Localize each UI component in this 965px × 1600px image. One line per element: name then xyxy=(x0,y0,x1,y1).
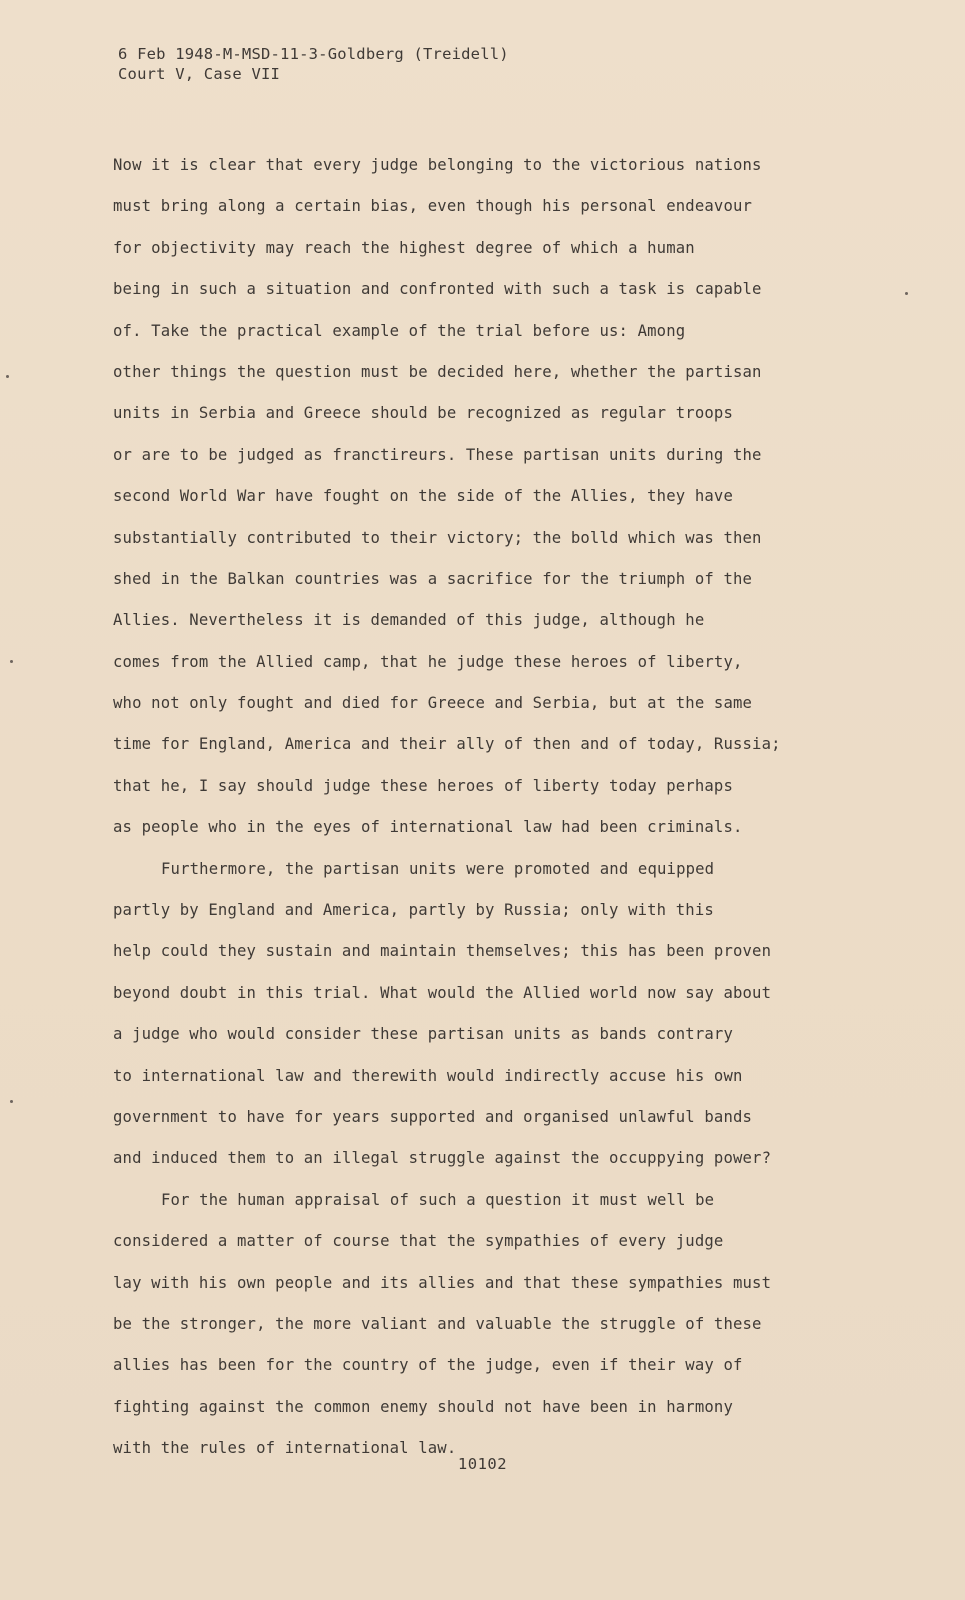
text-line: to international law and therewith would indirectly accuse his own xyxy=(113,1066,743,1085)
text-line: considered a matter of course that the sympathies of every judge xyxy=(113,1232,724,1251)
paper-speck xyxy=(6,375,9,378)
text-line: that he, I say should judge these heroes of liberty today perhaps xyxy=(113,776,733,795)
text-line: comes from the Allied camp, that he judge these heroes of liberty, xyxy=(113,652,743,671)
header-reference-line: 6 Feb 1948-M-MSD-11-3-Goldberg (Treidell) xyxy=(118,45,509,63)
text-line: or are to be judged as franctireurs. These partisan units during the xyxy=(113,445,762,464)
text-line: lay with his own people and its allies and that these sympathies must xyxy=(113,1273,772,1292)
page-number: 10102 xyxy=(457,1455,508,1473)
text-line: of. Take the practical example of the trial before us: Among xyxy=(113,321,686,340)
text-line: and induced them to an illegal struggle against the occuppying power? xyxy=(113,1149,772,1168)
text-line: for objectivity may reach the highest degree of which a human xyxy=(113,238,695,257)
text-line: government to have for years supported and organised unlawful bands xyxy=(113,1107,753,1126)
paragraph xyxy=(113,145,833,849)
text-line: must bring along a certain bias, even though his personal endeavour xyxy=(113,197,753,216)
paper-speck xyxy=(10,1100,13,1103)
transcript-body xyxy=(113,145,833,1470)
text-line: For the human appraisal of such a question it must well be xyxy=(161,1190,715,1209)
text-line: second World War have fought on the side of the Allies, they have xyxy=(113,487,733,506)
text-line: Furthermore, the partisan units were promoted and equipped xyxy=(161,859,715,878)
document-header xyxy=(118,44,509,84)
paragraph xyxy=(113,1180,833,1470)
text-line: time for England, America and their ally of then and of today, Russia; xyxy=(113,735,781,754)
paragraph xyxy=(113,849,833,1180)
paper-speck xyxy=(905,292,908,295)
text-line: be the stronger, the more valiant and valuable the struggle of these xyxy=(113,1314,762,1333)
header-court-line: Court V, Case VII xyxy=(118,65,281,83)
text-line: allies has been for the country of the judge, even if their way of xyxy=(113,1356,743,1375)
text-line: with the rules of international law. xyxy=(113,1439,457,1458)
text-line: fighting against the common enemy should not have been in harmony xyxy=(113,1397,733,1416)
text-line: help could they sustain and maintain themselves; this has been proven xyxy=(113,942,772,961)
text-line: Now it is clear that every judge belonging to the victorious nations xyxy=(113,156,762,174)
text-line: being in such a situation and confronted with such a task is capable xyxy=(113,280,762,299)
text-line: shed in the Balkan countries was a sacrifice for the triumph of the xyxy=(113,569,753,588)
text-line: as people who in the eyes of international law had been criminals. xyxy=(113,818,743,837)
text-line: partly by England and America, partly by Russia; only with this xyxy=(113,901,714,920)
text-line: substantially contributed to their victory; the bolld which was then xyxy=(113,528,762,547)
text-line: other things the question must be decided here, whether the partisan xyxy=(113,362,762,381)
text-line: a judge who would consider these partisan units as bands contrary xyxy=(113,1025,733,1044)
paper-speck xyxy=(10,660,13,663)
text-line: beyond doubt in this trial. What would the Allied world now say about xyxy=(113,983,772,1002)
text-line: units in Serbia and Greece should be recognized as regular troops xyxy=(113,404,733,423)
text-line: Allies. Nevertheless it is demanded of this judge, although he xyxy=(113,611,705,630)
text-line: who not only fought and died for Greece and Serbia, but at the same xyxy=(113,694,753,713)
